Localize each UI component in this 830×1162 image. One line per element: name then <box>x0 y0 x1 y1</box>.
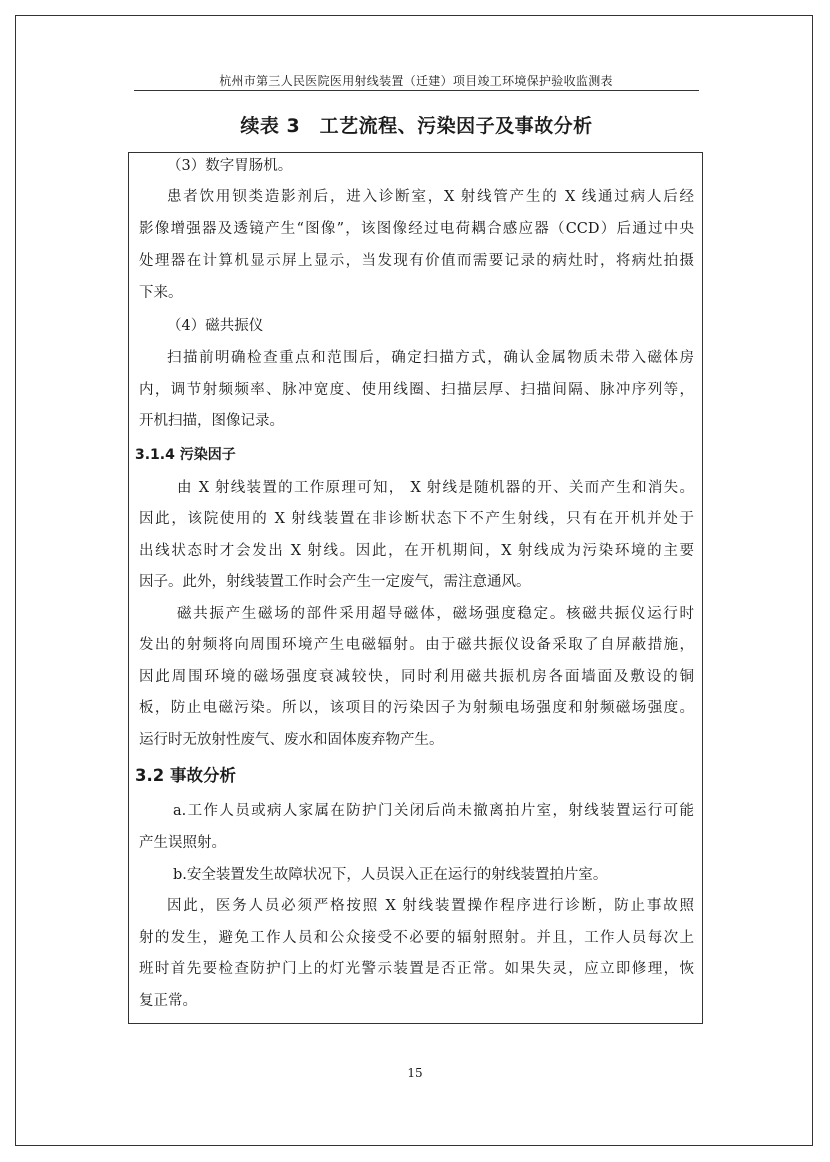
paragraph-line: 内，调节射频频率、脉冲宽度、使用线圈、扫描层厚、扫描间隔、脉冲序列等， <box>139 382 694 398</box>
running-header: 杭州市第三人民医院医用射线装置（迁建）项目竣工环境保护验收监测表 <box>219 74 613 88</box>
paragraph-line: 班时首先要检查防护门上的灯光警示装置是否正常。如果失灵，应立即修理，恢 <box>139 961 694 977</box>
paragraph-line: 出线状态时才会发出 X 射线。因此，在开机期间，X 射线成为污染环境的主要 <box>139 543 694 559</box>
paragraph-line: 患者饮用钡类造影剂后，进入诊断室，X 射线管产生的 X 线通过病人后经 <box>167 189 694 205</box>
paragraph-line: 板，防止电磁污染。所以，该项目的污染因子为射频电场强度和射频磁场强度。 <box>139 700 694 716</box>
paragraph-line: 影像增强器及透镜产生“图像”，该图像经过电荷耦合感应器（CCD）后通过中央 <box>139 221 694 237</box>
paragraph-line: 扫描前明确检查重点和范围后，确定扫描方式，确认金属物质未带入磁体房 <box>167 350 694 366</box>
paragraph-line: b.安全装置发生故障状况下，人员误入正在运行的射线装置拍片室。 <box>173 867 608 883</box>
paragraph-line: 磁共振产生磁场的部件采用超导磁体，磁场强度稳定。核磁共振仪运行时 <box>177 606 694 622</box>
table-title: 续表 3 工艺流程、污染因子及事故分析 <box>240 115 593 137</box>
paragraph-line: 因此，医务人员必须严格按照 X 射线装置操作程序进行诊断，防止事故照 <box>167 898 694 914</box>
header-rule <box>134 90 699 91</box>
subsection-heading-mri: （4）磁共振仪 <box>167 318 264 334</box>
content-table-cell <box>128 152 703 1024</box>
paragraph-line: 复正常。 <box>139 993 197 1009</box>
paragraph-line: 因子。此外，射线装置工作时会产生一定废气，需注意通风。 <box>139 574 531 590</box>
paragraph-line: 射的发生，避免工作人员和公众接受不必要的辐射照射。并且，工作人员每次上 <box>139 930 694 946</box>
section-heading-3-2: 3.2 事故分析 <box>135 766 236 785</box>
paragraph-line: 产生误照射。 <box>139 835 226 851</box>
paragraph-line: a.工作人员或病人家属在防护门关闭后尚未撤离拍片室，射线装置运行可能 <box>173 803 694 819</box>
paragraph-line: 因此，该院使用的 X 射线装置在非诊断状态下不产生射线，只有在开机并处于 <box>139 511 694 527</box>
paragraph-line: 运行时无放射性废气、废水和固体废弃物产生。 <box>139 732 444 748</box>
paragraph-line: 处理器在计算机显示屏上显示，当发现有价值而需要记录的病灶时，将病灶拍摄 <box>139 253 694 269</box>
paragraph-line: 发出的射频将向周围环境产生电磁辐射。由于磁共振仪设备采取了自屏蔽措施， <box>139 637 694 653</box>
paragraph-line: 开机扫描，图像记录。 <box>139 413 284 429</box>
section-heading-3-1-4: 3.1.4 污染因子 <box>135 447 236 463</box>
paragraph-line: 由 X 射线装置的工作原理可知， X 射线是随机器的开、关而产生和消失。 <box>177 480 694 496</box>
subsection-heading-gastro: （3）数字胃肠机。 <box>167 158 293 174</box>
paragraph-line: 因此周围环境的磁场强度衰减较快，同时利用磁共振机房各面墙面及敷设的铜 <box>139 669 694 685</box>
page-number: 15 <box>407 1066 423 1080</box>
paragraph-line: 下来。 <box>139 285 183 301</box>
